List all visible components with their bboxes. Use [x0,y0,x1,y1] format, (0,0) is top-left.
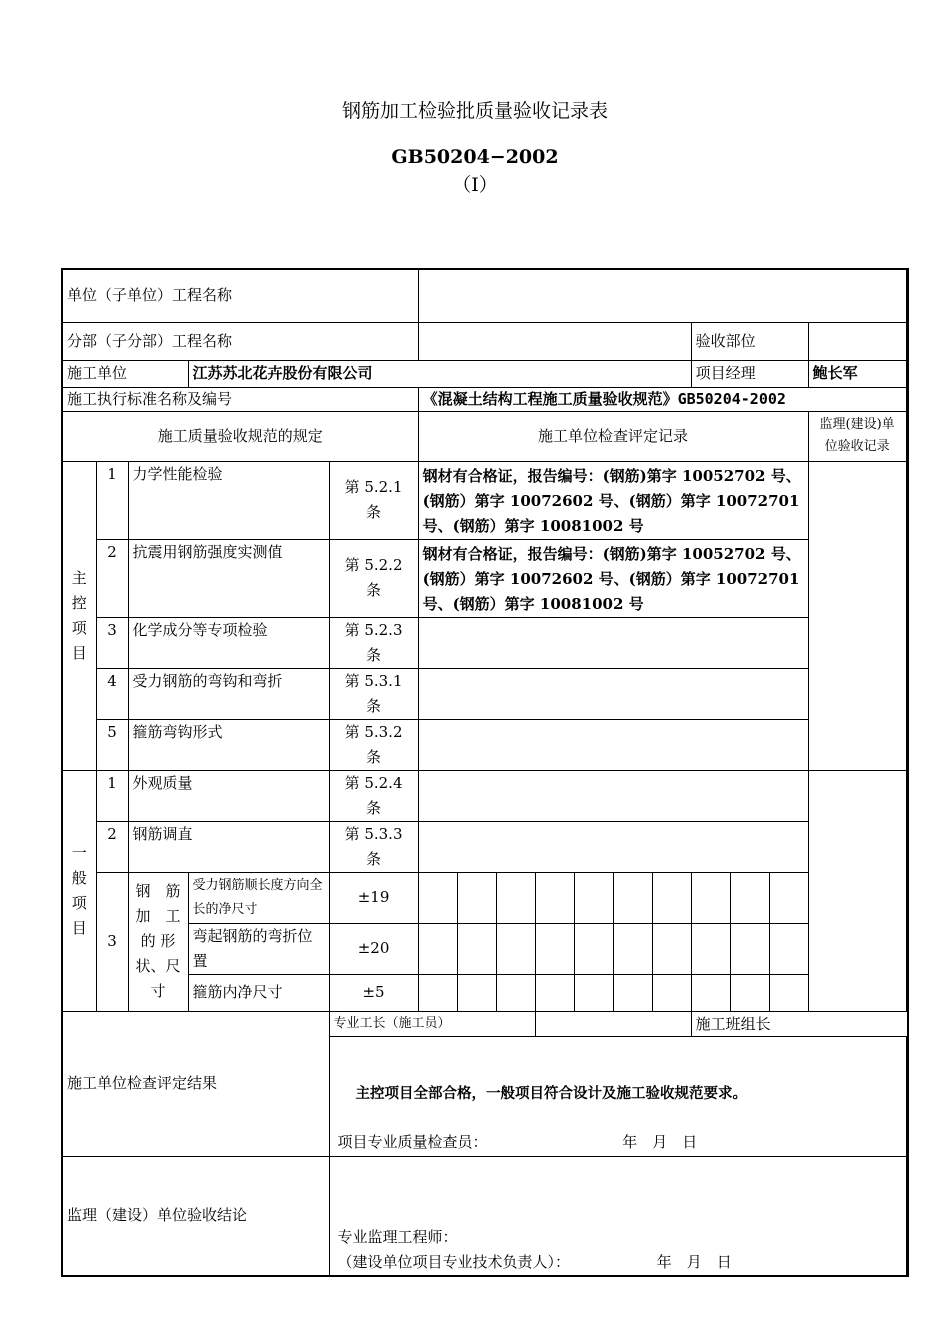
team-leader-signature[interactable] [907,1011,908,1036]
main-items-group-label: 主 控 项 目 [62,461,96,770]
general-items-supervisor-record[interactable] [808,770,906,1011]
item-name: 钢筋调直 [128,821,329,872]
owner-rep-label: （建设单位项目专业技术负责人）： [337,1252,571,1271]
team-leader-label: 施工班组长 [691,1011,907,1036]
subproject-field[interactable] [418,322,691,360]
contractor-value[interactable]: 江苏苏北花卉股份有限公司 [188,360,691,387]
measure-cell[interactable] [418,974,457,1011]
measure-cell[interactable] [769,923,808,974]
main-items-supervisor-record[interactable] [808,461,906,770]
measure-cell[interactable] [691,923,730,974]
contractor-label: 施工单位 [62,360,188,387]
tolerance-value: ±5 [329,974,418,1011]
item-name: 受力钢筋的弯钩和弯折 [128,668,329,719]
general-item-row [62,770,908,821]
project-name-label: 单位（子单位）工程名称 [62,269,418,322]
measure-cell[interactable] [613,974,652,1011]
measure-cell[interactable] [574,872,613,923]
measure-cell[interactable] [769,974,808,1011]
supervisor-engineer-label: 专业监理工程师： [337,1227,458,1246]
main-item-row [62,719,908,770]
measure-cell[interactable] [535,974,574,1011]
contractor-row [62,360,908,387]
dimension-subrow [62,974,908,1011]
measure-cell[interactable] [535,872,574,923]
inspector-signature-line [338,1130,898,1155]
measure-cell[interactable] [418,923,457,974]
measure-cell[interactable] [691,872,730,923]
measure-cell[interactable] [769,872,808,923]
contractor-result-text[interactable]: 主控项目全部合格，一般项目符合设计及施工验收规范要求。 [355,1084,747,1102]
measure-cell[interactable] [652,923,691,974]
project-name-field[interactable] [418,269,906,322]
spec-header: 施工质量验收规范的规定 [62,411,418,461]
inspector-label: 项目专业质量检查员： [337,1132,488,1151]
measure-cell[interactable] [496,974,535,1011]
item-clause: 第 5.3.1 条 [329,668,418,719]
item-record[interactable]: 钢材有合格证，报告编号：(钢筋)第字 10052702 号、 (钢筋）第字 10072602 号、(钢筋）第字 10072701 号、(钢筋）第字 10081002 号 [418,539,808,617]
project-name-row [62,269,908,322]
measure-cell[interactable] [652,872,691,923]
main-item-row [62,539,908,617]
manager-value[interactable]: 鲍长军 [808,360,906,387]
measure-cell[interactable] [457,872,496,923]
item-clause: 第 5.2.1 条 [329,461,418,539]
subitem-name: 箍筋内净尺寸 [188,974,329,1011]
supervisor-result-label: 监理（建设）单位验收结论 [62,1156,329,1276]
item-record[interactable] [418,617,808,668]
item-number: 2 [96,539,128,617]
item-clause: 第 5.2.2 条 [329,539,418,617]
item-name: 力学性能检验 [128,461,329,539]
item-record[interactable] [418,770,808,821]
contractor-result-box [329,1036,906,1156]
subproject-row [62,322,908,360]
measure-cell[interactable] [730,974,769,1011]
subproject-label: 分部（子分部）工程名称 [62,322,418,360]
item-clause: 第 5.2.3 条 [329,617,418,668]
main-item-row [62,617,908,668]
item-clause: 第 5.3.2 条 [329,719,418,770]
measure-cell[interactable] [457,974,496,1011]
item-number: 3 [96,872,128,1011]
column-header-row [62,411,908,461]
measure-cell[interactable] [574,974,613,1011]
owner-signature-line [338,1250,898,1275]
item-record[interactable] [418,668,808,719]
measure-cell[interactable] [574,923,613,974]
standard-row [62,387,908,411]
item-name: 箍筋弯钩形式 [128,719,329,770]
supervisor-result-row [62,1156,908,1276]
item-number: 2 [96,821,128,872]
item-record[interactable] [418,719,808,770]
standard-code: GB50204−2002 [391,146,559,168]
item-number: 1 [96,770,128,821]
acceptance-part-field[interactable] [808,322,906,360]
main-item-row [62,668,908,719]
acceptance-part-label: 验收部位 [691,322,808,360]
tolerance-value: ±20 [329,923,418,974]
contractor-result-label: 施工单位检查评定结果 [62,1011,329,1156]
item-number: 1 [96,461,128,539]
general-item-row [62,821,908,872]
measure-cell[interactable] [418,872,457,923]
tolerance-value: ±19 [329,872,418,923]
measure-cell[interactable] [496,923,535,974]
part-number: （Ⅰ） [452,174,498,196]
measure-cell[interactable] [652,974,691,1011]
measure-cell[interactable] [535,923,574,974]
foreman-row [62,1011,908,1036]
item-clause: 第 5.2.4 条 [329,770,418,821]
supervisor-header: 监理(建设)单 位验收记录 [808,411,906,461]
supervisor-result-box [329,1156,906,1276]
item-number: 3 [96,617,128,668]
foreman-signature[interactable] [535,1011,691,1036]
measure-cell[interactable] [691,974,730,1011]
measure-cell[interactable] [730,872,769,923]
measure-cell[interactable] [730,923,769,974]
dimension-subrow [62,872,908,923]
subitem-name: 弯起钢筋的弯折位置 [188,923,329,974]
acceptance-record-table [61,268,909,1277]
measure-cell[interactable] [613,872,652,923]
item-name: 化学成分等专项检验 [128,617,329,668]
record-header: 施工单位检查评定记录 [418,411,808,461]
measure-cell[interactable] [613,923,652,974]
page-title: 钢筋加工检验批质量验收记录表 [341,100,608,122]
item-record[interactable]: 钢材有合格证，报告编号：(钢筋)第字 10052702 号、 (钢筋）第字 10072602 号、(钢筋）第字 10072701 号、(钢筋）第字 10081002 号 [418,461,808,539]
standard-label: 施工执行标准名称及编号 [62,387,418,411]
subitem-name: 受力钢筋顺长度方向全长的净尺寸 [188,872,329,923]
measure-cell[interactable] [457,923,496,974]
main-item-row [62,461,908,539]
item-number: 5 [96,719,128,770]
measure-cell[interactable] [496,872,535,923]
item-clause: 第 5.3.3 条 [329,821,418,872]
item-name: 钢 筋 加 工 的 形 状、尺 寸 [128,872,188,1011]
dimension-subrow [62,923,908,974]
item-number: 4 [96,668,128,719]
item-name: 外观质量 [128,770,329,821]
inspection-date[interactable]: 年 月 日 [622,1132,698,1151]
supervisor-date[interactable]: 年 月 日 [656,1252,732,1271]
manager-label: 项目经理 [691,360,808,387]
item-name: 抗震用钢筋强度实测值 [128,539,329,617]
item-record[interactable] [418,821,808,872]
standard-value[interactable]: 《混凝土结构工程施工质量验收规范》GB50204-2002 [418,387,906,411]
general-items-group-label: 一 般 项 目 [62,770,96,1011]
foreman-label: 专业工长（施工员） [329,1011,535,1036]
